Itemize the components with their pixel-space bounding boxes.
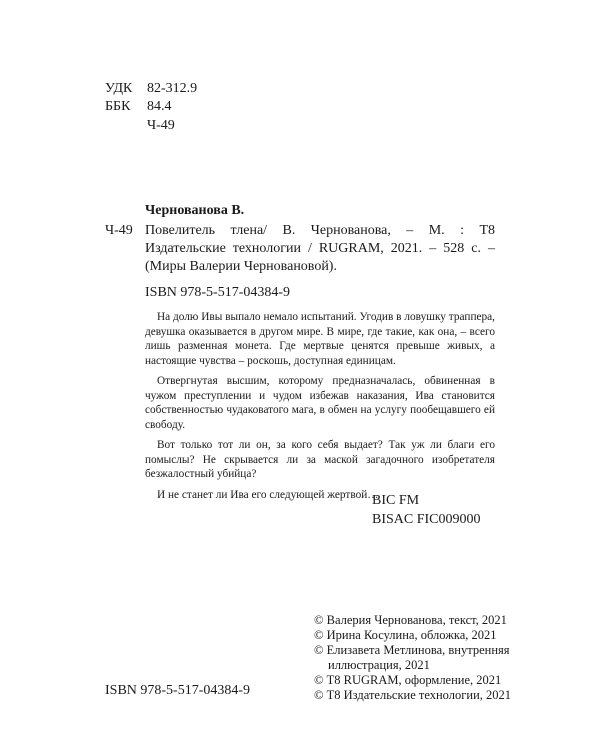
udk-value: 82-312.9 xyxy=(147,81,198,96)
copyright-line: © Т8 Издательские технологии, 2021 xyxy=(314,688,512,702)
copyright-line: © Елизавета Метлинова, внутренняя иллюстрация, 2021 xyxy=(314,643,510,672)
annotation-paragraph: И не станет ли Ива его следующей жертвой… xyxy=(157,488,379,501)
annotation-paragraph: Отвергнутая высшим, которому предназначалась, обвиненная в чужом преступлении и чудом избежав наказания, Ива становится собственностью чудаковатого мага, в обмен на услугу пообещавшего ей свободу. xyxy=(145,375,495,431)
bibliographic-description: Повелитель тлена/ В. Чернованова, – М. : Т8 Издательские технологии / RUGRAM, 2021. – 528 с. – (Миры Валерии Черновановой). xyxy=(145,223,495,274)
classification-block xyxy=(105,80,265,136)
record-isbn: ISBN 978-5-517-04384-9 xyxy=(145,285,291,300)
bisac-code: BISAC FIC009000 xyxy=(372,512,481,527)
author-sign: Ч-49 xyxy=(147,118,175,133)
footer-isbn: ISBN 978-5-517-04384-9 xyxy=(105,683,251,698)
annotation-paragraph: Вот только тот ли он, за кого себя выдает? Так уж ли благи его помыслы? Не скрывается ли за маской загадочного изобретателя безжалостный убийца? xyxy=(145,439,495,480)
copyright-list xyxy=(314,613,514,703)
bbk-value: 84.4 xyxy=(147,99,172,114)
udk-label: УДК xyxy=(105,81,133,96)
bbk-label: ББК xyxy=(105,99,131,114)
record-sign: Ч-49 xyxy=(105,223,133,238)
copyright-line: © Т8 RUGRAM, оформление, 2021 xyxy=(314,673,502,687)
bic-code: BIC FM xyxy=(372,493,420,508)
annotation-paragraph: На долю Ивы выпало немало испытаний. Угодив в ловушку траппера, девушка оказывается в другом мире. В мире, где такие, как она, – всего лишь разменная монета. Где мертвые ценятся превыше живых, а настоящие чувства – роскошь, доступная единицам. xyxy=(145,311,495,367)
annotation xyxy=(145,310,495,508)
copyright-line: © Валерия Чернованова, текст, 2021 xyxy=(314,613,507,627)
subject-codes xyxy=(372,491,481,529)
record-author: Чернованова В. xyxy=(145,203,245,218)
copyright-line: © Ирина Косулина, обложка, 2021 xyxy=(314,628,497,642)
